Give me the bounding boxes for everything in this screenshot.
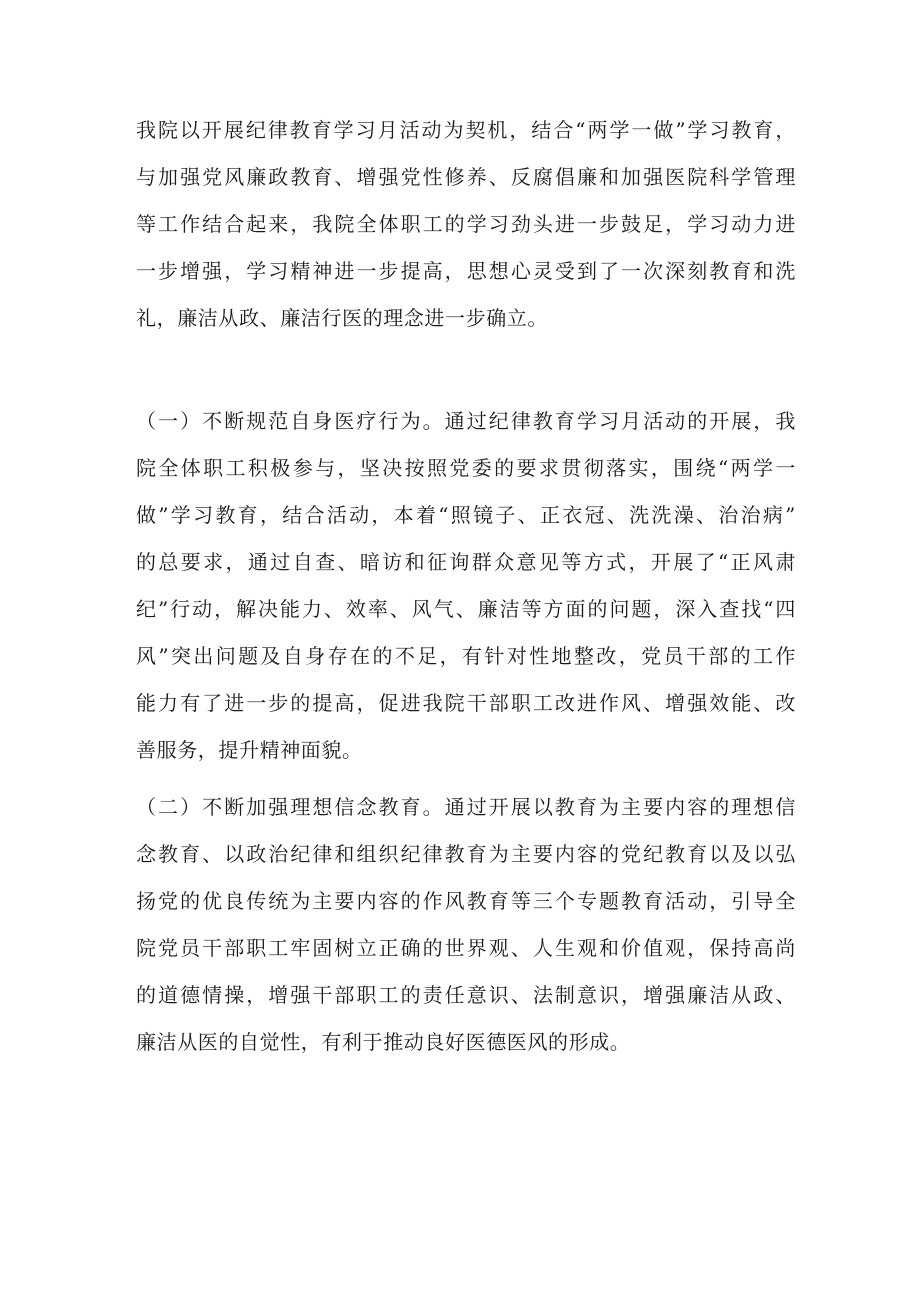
paragraph-line: （一）不断规范自身医疗行为。通过纪律教育学习月活动的开展，我 <box>136 409 796 433</box>
paragraph-line: 的道德情操，增强干部职工的责任意识、法制意识，增强廉洁从政、 <box>136 983 796 1007</box>
paragraph-line: 风”突出问题及自身存在的不足，有针对性地整改，党员干部的工作 <box>136 644 796 668</box>
paragraph-intro <box>136 107 796 342</box>
paragraph-line: 一步增强，学习精神进一步提高，思想心灵受到了一次深刻教育和洗 <box>136 259 796 283</box>
paragraph-line: 能力有了进一步的提高，促进我院干部职工改进作风、增强效能、改 <box>136 691 796 715</box>
paragraph-line: 善服务，提升精神面貌。 <box>136 738 363 762</box>
paragraph-section-2 <box>136 784 796 1066</box>
paragraph-line: 廉洁从医的自觉性，有利于推动良好医德医风的形成。 <box>136 1030 631 1054</box>
paragraph-line: （二）不断加强理想信念教育。通过开展以教育为主要内容的理想信 <box>136 795 796 819</box>
paragraph-line: 的总要求，通过自查、暗访和征询群众意见等方式，开展了“正风肃 <box>136 550 796 574</box>
paragraph-line: 院全体职工积极参与，坚决按照党委的要求贯彻落实，围绕“两学一 <box>136 456 796 480</box>
paragraph-line: 我院以开展纪律教育学习月活动为契机，结合“两学一做”学习教育， <box>136 118 796 142</box>
paragraph-line: 做”学习教育，结合活动，本着“照镜子、正衣冠、洗洗澡、治治病” <box>136 503 796 527</box>
paragraph-line: 礼，廉洁从政、廉洁行医的理念进一步确立。 <box>136 306 548 330</box>
paragraph-section-1 <box>136 398 796 774</box>
paragraph-line: 念教育、以政治纪律和组织纪律教育为主要内容的党纪教育以及以弘 <box>136 842 796 866</box>
paragraph-line: 纪”行动，解决能力、效率、风气、廉洁等方面的问题，深入查找“四 <box>136 597 796 621</box>
paragraph-line: 与加强党风廉政教育、增强党性修养、反腐倡廉和加强医院科学管理 <box>136 165 796 189</box>
paragraph-line: 扬党的优良传统为主要内容的作风教育等三个专题教育活动，引导全 <box>136 889 796 913</box>
paragraph-line: 等工作结合起来，我院全体职工的学习劲头进一步鼓足，学习动力进 <box>136 212 796 236</box>
paragraph-line: 院党员干部职工牢固树立正确的世界观、人生观和价值观，保持高尚 <box>136 936 796 960</box>
